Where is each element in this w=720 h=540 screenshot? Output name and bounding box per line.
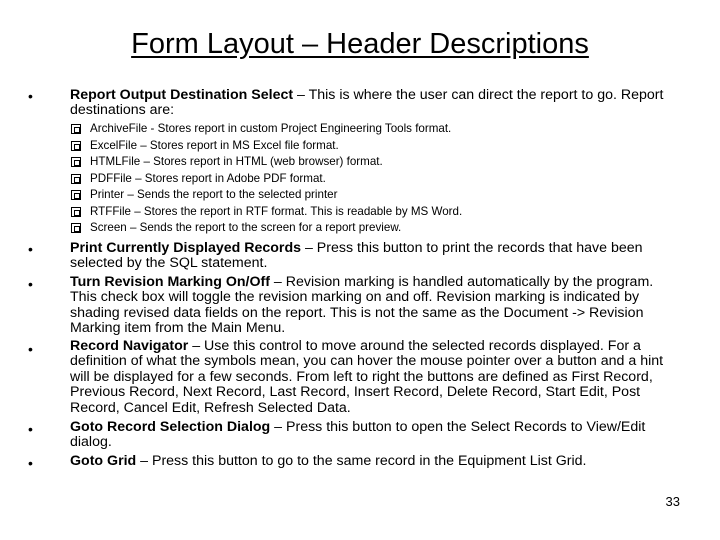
item-revision-marking [70, 275, 670, 337]
item-term: Print Currently Displayed Records [70, 240, 302, 256]
item-term: Record Navigator [70, 338, 189, 354]
checkbox-bullet-icon [71, 157, 81, 167]
checkbox-bullet-icon [71, 207, 81, 217]
page-number: 33 [665, 494, 680, 509]
item-desc: – This is where the user can direct the report to go. Report destinations are: [70, 87, 664, 119]
item-goto-grid [70, 454, 670, 469]
bullet-2: • [28, 241, 33, 257]
checkbox-bullet-icon [71, 223, 81, 233]
slide-title: Form Layout – Header Descriptions [131, 28, 589, 60]
item-term: Goto Grid [70, 453, 137, 469]
destination-screen: Screen – Sends the report to the screen for a report preview. [90, 221, 402, 234]
item-desc: – Press this button to go to the same record in the Equipment List Grid. [136, 453, 587, 469]
item-term: Goto Record Selection Dialog [70, 419, 271, 435]
item-term: Report Output Destination Select [70, 87, 294, 103]
item-desc: – Revision marking is handled automatically by the program. This check box will toggle the revision marking on and off. Revision marking is indicated by shading revised data fields on the report. This is not the same as the Document -> Revision Marking item from the Main Menu. [70, 274, 654, 337]
item-goto-record-selection [70, 420, 670, 451]
destination-rtffile: RTFFile – Stores the report in RTF format. This is readable by MS Word. [90, 205, 463, 218]
item-desc: – Press this button to open the Select Records to View/Edit dialog. [70, 419, 646, 451]
item-report-output-destination [70, 88, 670, 119]
checkbox-bullet-icon [71, 141, 81, 151]
destination-archivefile: ArchiveFile - Stores report in custom Project Engineering Tools format. [90, 122, 452, 135]
item-desc: – Press this button to print the records that have been selected by the SQL statement. [70, 240, 643, 272]
bullet-1: • [28, 88, 33, 104]
bullet-6: • [28, 455, 33, 471]
destination-htmlfile: HTMLFile – Stores report in HTML (web browser) format. [90, 155, 383, 168]
item-print-displayed-records [70, 241, 670, 272]
checkbox-bullet-icon [71, 190, 81, 200]
bullet-4: • [28, 341, 33, 357]
checkbox-bullet-icon [71, 124, 81, 134]
item-record-navigator [70, 339, 670, 416]
bullet-3: • [28, 276, 33, 292]
destination-pdffile: PDFFile – Stores report in Adobe PDF format. [90, 172, 326, 185]
item-desc: – Use this control to move around the selected records displayed. For a definition of what the symbols mean, you can hover the mouse pointer over a button and a hint will be displayed for a few seconds. From left to right the buttons are defined as First Record, Previous Record, Next Record, Last Record, Insert Record, Delete Record, Start Edit, Post Record, Cancel Edit, Refresh Selected Data. [70, 338, 664, 416]
item-term: Turn Revision Marking On/Off [70, 274, 270, 290]
destination-excelfile: ExcelFile – Stores report in MS Excel file format. [90, 139, 339, 152]
destination-printer: Printer – Sends the report to the selected printer [90, 188, 338, 201]
checkbox-bullet-icon [71, 174, 81, 184]
bullet-5: • [28, 421, 33, 437]
